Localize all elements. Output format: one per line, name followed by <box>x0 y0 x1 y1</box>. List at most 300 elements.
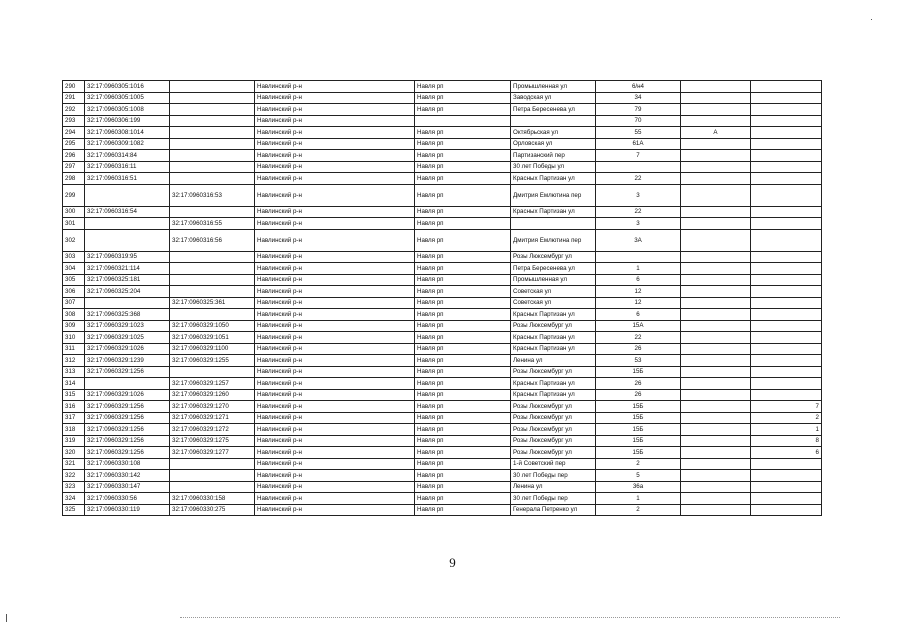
table-row <box>63 173 822 185</box>
settlement-cell: Навля рп <box>415 470 511 482</box>
cadastral-number-cell: 32:17:0960305:1005 <box>85 92 170 104</box>
table-row <box>63 355 822 367</box>
street-cell: Промышленная ул <box>511 81 596 93</box>
apartment-cell <box>751 389 822 401</box>
cadastral-number-cell: 32:17:0960330:56 <box>85 493 170 505</box>
table-row <box>63 184 822 206</box>
settlement-cell: Навля рп <box>415 81 511 93</box>
row-number-cell: 310 <box>63 332 85 344</box>
building-letter-cell <box>681 424 751 436</box>
building-letter-cell <box>681 104 751 116</box>
row-number-cell: 314 <box>63 378 85 390</box>
cadastral-number-cell: 32:17:0960330:119 <box>85 504 170 516</box>
house-number-cell: 3А <box>596 229 681 251</box>
house-number-cell: 26 <box>596 343 681 355</box>
table-row <box>63 412 822 424</box>
house-number-cell: 15Б <box>596 435 681 447</box>
building-letter-cell <box>681 115 751 127</box>
parent-cadastral-number-cell <box>170 206 255 218</box>
street-cell: 30 лет Победы пер <box>511 470 596 482</box>
apartment-cell <box>751 355 822 367</box>
apartment-cell <box>751 218 822 230</box>
row-number-cell: 315 <box>63 389 85 401</box>
building-letter-cell <box>681 401 751 413</box>
street-cell: Дмитрия Емлютина пер <box>511 229 596 251</box>
district-cell: Навлинский р-н <box>255 173 415 185</box>
table-row <box>63 138 822 150</box>
row-number-cell: 293 <box>63 115 85 127</box>
parent-cadastral-number-cell <box>170 138 255 150</box>
settlement-cell: Навля рп <box>415 401 511 413</box>
district-cell: Навлинский р-н <box>255 274 415 286</box>
building-letter-cell <box>681 286 751 298</box>
row-number-cell: 298 <box>63 173 85 185</box>
table-row <box>63 104 822 116</box>
settlement-cell: Навля рп <box>415 218 511 230</box>
building-letter-cell <box>681 251 751 263</box>
house-number-cell: 22 <box>596 173 681 185</box>
building-letter-cell <box>681 150 751 162</box>
street-cell: Красных Партизан ул <box>511 309 596 321</box>
building-letter-cell <box>681 355 751 367</box>
street-cell: Советская ул <box>511 286 596 298</box>
cadastral-number-cell: 32:17:0960329:1025 <box>85 332 170 344</box>
district-cell: Навлинский р-н <box>255 366 415 378</box>
row-number-cell: 292 <box>63 104 85 116</box>
cadastral-number-cell: 32:17:0960308:1014 <box>85 127 170 139</box>
table-row <box>63 251 822 263</box>
building-letter-cell <box>681 92 751 104</box>
house-number-cell: 15А <box>596 320 681 332</box>
building-letter-cell <box>681 366 751 378</box>
house-number-cell: 7 <box>596 150 681 162</box>
apartment-cell: 2 <box>751 412 822 424</box>
table-row <box>63 343 822 355</box>
parent-cadastral-number-cell: 32:17:0960329:1271 <box>170 412 255 424</box>
settlement-cell: Навля рп <box>415 343 511 355</box>
settlement-cell: Навля рп <box>415 104 511 116</box>
row-number-cell: 324 <box>63 493 85 505</box>
parent-cadastral-number-cell <box>170 161 255 173</box>
table-row <box>63 401 822 413</box>
house-number-cell: 15Б <box>596 366 681 378</box>
settlement-cell <box>415 115 511 127</box>
apartment-cell <box>751 138 822 150</box>
district-cell: Навлинский р-н <box>255 355 415 367</box>
parent-cadastral-number-cell <box>170 309 255 321</box>
row-number-cell: 295 <box>63 138 85 150</box>
street-cell: Красных Партизан ул <box>511 343 596 355</box>
district-cell: Навлинский р-н <box>255 401 415 413</box>
cadastral-number-cell: 32:17:0960305:1008 <box>85 104 170 116</box>
house-number-cell: 1 <box>596 263 681 275</box>
row-number-cell: 290 <box>63 81 85 93</box>
building-letter-cell <box>681 184 751 206</box>
parent-cadastral-number-cell: 32:17:0960329:1255 <box>170 355 255 367</box>
settlement-cell: Навля рп <box>415 447 511 459</box>
street-cell: Промышленная ул <box>511 274 596 286</box>
street-cell: Розы Люксембург ул <box>511 366 596 378</box>
building-letter-cell <box>681 389 751 401</box>
parent-cadastral-number-cell: 32:17:0960329:1272 <box>170 424 255 436</box>
parent-cadastral-number-cell: 32:17:0960330:275 <box>170 504 255 516</box>
street-cell: Розы Люксембург ул <box>511 435 596 447</box>
house-number-cell: 6 <box>596 309 681 321</box>
settlement-cell: Навля рп <box>415 297 511 309</box>
house-number-cell: 26 <box>596 389 681 401</box>
building-letter-cell <box>681 138 751 150</box>
parent-cadastral-number-cell <box>170 366 255 378</box>
settlement-cell: Навля рп <box>415 458 511 470</box>
house-number-cell: 55 <box>596 127 681 139</box>
settlement-cell: Навля рп <box>415 504 511 516</box>
apartment-cell <box>751 115 822 127</box>
apartment-cell <box>751 206 822 218</box>
settlement-cell: Навля рп <box>415 150 511 162</box>
district-cell: Навлинский р-н <box>255 218 415 230</box>
apartment-cell <box>751 320 822 332</box>
district-cell: Навлинский р-н <box>255 470 415 482</box>
street-cell: Генерала Петренко ул <box>511 504 596 516</box>
table-row <box>63 218 822 230</box>
district-cell: Навлинский р-н <box>255 343 415 355</box>
building-letter-cell <box>681 320 751 332</box>
house-number-cell <box>596 251 681 263</box>
cadastral-number-cell: 32:17:0960309:1082 <box>85 138 170 150</box>
apartment-cell: 7 <box>751 401 822 413</box>
row-number-cell: 316 <box>63 401 85 413</box>
apartment-cell <box>751 504 822 516</box>
cadastral-number-cell: 32:17:0960330:147 <box>85 481 170 493</box>
row-number-cell: 307 <box>63 297 85 309</box>
parent-cadastral-number-cell <box>170 286 255 298</box>
parent-cadastral-number-cell: 32:17:0960329:1275 <box>170 435 255 447</box>
table-row <box>63 470 822 482</box>
scan-speck <box>871 19 872 20</box>
row-number-cell: 319 <box>63 435 85 447</box>
street-cell <box>511 218 596 230</box>
cadastral-number-cell: 32:17:0960321:114 <box>85 263 170 275</box>
cadastral-number-cell: 32:17:0960329:1239 <box>85 355 170 367</box>
district-cell: Навлинский р-н <box>255 493 415 505</box>
district-cell: Навлинский р-н <box>255 320 415 332</box>
apartment-cell <box>751 332 822 344</box>
building-letter-cell: А <box>681 127 751 139</box>
apartment-cell <box>751 366 822 378</box>
row-number-cell: 305 <box>63 274 85 286</box>
district-cell: Навлинский р-н <box>255 138 415 150</box>
building-letter-cell <box>681 332 751 344</box>
street-cell: Розы Люксембург ул <box>511 251 596 263</box>
cadastral-number-cell: 32:17:0960329:1256 <box>85 401 170 413</box>
district-cell: Навлинский р-н <box>255 309 415 321</box>
street-cell: Красных Партизан ул <box>511 378 596 390</box>
settlement-cell: Навля рп <box>415 309 511 321</box>
apartment-cell <box>751 458 822 470</box>
row-number-cell: 312 <box>63 355 85 367</box>
settlement-cell: Навля рп <box>415 481 511 493</box>
street-cell: Октябрьская ул <box>511 127 596 139</box>
settlement-cell: Навля рп <box>415 366 511 378</box>
cadastral-number-cell: 32:17:0960325:181 <box>85 274 170 286</box>
street-cell: Заводская ул <box>511 92 596 104</box>
house-number-cell <box>596 161 681 173</box>
building-letter-cell <box>681 218 751 230</box>
apartment-cell <box>751 493 822 505</box>
parent-cadastral-number-cell <box>170 251 255 263</box>
table-row <box>63 206 822 218</box>
row-number-cell: 321 <box>63 458 85 470</box>
district-cell: Навлинский р-н <box>255 447 415 459</box>
building-letter-cell <box>681 297 751 309</box>
street-cell: 30 лет Победы ул <box>511 161 596 173</box>
parent-cadastral-number-cell <box>170 127 255 139</box>
apartment-cell <box>751 161 822 173</box>
building-letter-cell <box>681 493 751 505</box>
table-row <box>63 92 822 104</box>
row-number-cell: 313 <box>63 366 85 378</box>
table-row <box>63 161 822 173</box>
building-letter-cell <box>681 378 751 390</box>
building-letter-cell <box>681 447 751 459</box>
scan-artifact-line <box>180 617 840 618</box>
table-row <box>63 424 822 436</box>
table-row <box>63 263 822 275</box>
row-number-cell: 296 <box>63 150 85 162</box>
street-cell: Ленина ул <box>511 481 596 493</box>
apartment-cell <box>751 127 822 139</box>
table-row <box>63 320 822 332</box>
street-cell: Дмитрия Емлютина пер <box>511 184 596 206</box>
house-number-cell: 15Б <box>596 412 681 424</box>
cadastral-number-cell <box>85 218 170 230</box>
row-number-cell: 297 <box>63 161 85 173</box>
building-letter-cell <box>681 470 751 482</box>
apartment-cell <box>751 286 822 298</box>
apartment-cell: 6 <box>751 447 822 459</box>
apartment-cell <box>751 470 822 482</box>
settlement-cell: Навля рп <box>415 378 511 390</box>
settlement-cell: Навля рп <box>415 332 511 344</box>
table-row <box>63 493 822 505</box>
district-cell: Навлинский р-н <box>255 504 415 516</box>
house-number-cell: 53 <box>596 355 681 367</box>
building-letter-cell <box>681 504 751 516</box>
row-number-cell: 306 <box>63 286 85 298</box>
apartment-cell <box>751 309 822 321</box>
house-number-cell: 61А <box>596 138 681 150</box>
parent-cadastral-number-cell <box>170 481 255 493</box>
cadastral-number-cell: 32:17:0960329:1026 <box>85 343 170 355</box>
house-number-cell: 22 <box>596 206 681 218</box>
parent-cadastral-number-cell <box>170 274 255 286</box>
district-cell: Навлинский р-н <box>255 161 415 173</box>
cadastral-number-cell: 32:17:0960329:1256 <box>85 424 170 436</box>
table-row <box>63 297 822 309</box>
cadastral-number-cell: 32:17:0960314:84 <box>85 150 170 162</box>
cadastral-number-cell: 32:17:0960329:1256 <box>85 447 170 459</box>
parent-cadastral-number-cell: 32:17:0960316:56 <box>170 229 255 251</box>
table-row <box>63 229 822 251</box>
parent-cadastral-number-cell: 32:17:0960329:1277 <box>170 447 255 459</box>
row-number-cell: 323 <box>63 481 85 493</box>
apartment-cell: 8 <box>751 435 822 447</box>
settlement-cell: Навля рп <box>415 320 511 332</box>
cadastral-number-cell <box>85 184 170 206</box>
house-number-cell: 70 <box>596 115 681 127</box>
row-number-cell: 308 <box>63 309 85 321</box>
street-cell: Красных Партизан ул <box>511 173 596 185</box>
table-row <box>63 481 822 493</box>
apartment-cell <box>751 229 822 251</box>
table-row <box>63 115 822 127</box>
district-cell: Навлинский р-н <box>255 251 415 263</box>
apartment-cell <box>751 274 822 286</box>
house-number-cell: 5 <box>596 470 681 482</box>
parent-cadastral-number-cell <box>170 470 255 482</box>
cadastral-number-cell: 32:17:0960329:1256 <box>85 366 170 378</box>
street-cell: Розы Люксембург ул <box>511 424 596 436</box>
table-row <box>63 504 822 516</box>
apartment-cell <box>751 343 822 355</box>
district-cell: Навлинский р-н <box>255 332 415 344</box>
cadastral-number-cell: 32:17:0960319:95 <box>85 251 170 263</box>
house-number-cell: 2 <box>596 458 681 470</box>
house-number-cell: 2 <box>596 504 681 516</box>
parent-cadastral-number-cell <box>170 81 255 93</box>
table-row <box>63 389 822 401</box>
district-cell: Навлинский р-н <box>255 297 415 309</box>
parent-cadastral-number-cell: 32:17:0960329:1257 <box>170 378 255 390</box>
building-letter-cell <box>681 161 751 173</box>
row-number-cell: 325 <box>63 504 85 516</box>
settlement-cell: Навля рп <box>415 173 511 185</box>
settlement-cell: Навля рп <box>415 435 511 447</box>
cadastral-number-cell: 32:17:0960329:1256 <box>85 435 170 447</box>
apartment-cell <box>751 184 822 206</box>
district-cell: Навлинский р-н <box>255 184 415 206</box>
cadastral-number-cell <box>85 378 170 390</box>
street-cell: 1-й Советский пер <box>511 458 596 470</box>
cadastral-number-cell: 32:17:0960316:51 <box>85 173 170 185</box>
apartment-cell <box>751 481 822 493</box>
table-row <box>63 309 822 321</box>
cadastral-number-cell: 32:17:0960329:1023 <box>85 320 170 332</box>
street-cell: Красных Партизан ул <box>511 389 596 401</box>
settlement-cell: Навля рп <box>415 229 511 251</box>
settlement-cell: Навля рп <box>415 412 511 424</box>
building-letter-cell <box>681 206 751 218</box>
table-row <box>63 458 822 470</box>
apartment-cell <box>751 150 822 162</box>
building-letter-cell <box>681 173 751 185</box>
cadastral-number-cell: 32:17:0960316:54 <box>85 206 170 218</box>
cadastral-number-cell: 32:17:0960329:1256 <box>85 412 170 424</box>
apartment-cell <box>751 81 822 93</box>
apartment-cell: 1 <box>751 424 822 436</box>
house-number-cell: 6/н4 <box>596 81 681 93</box>
street-cell: Орловская ул <box>511 138 596 150</box>
parent-cadastral-number-cell: 32:17:0960329:1100 <box>170 343 255 355</box>
row-number-cell: 320 <box>63 447 85 459</box>
row-number-cell: 303 <box>63 251 85 263</box>
building-letter-cell <box>681 435 751 447</box>
street-cell: Петра Бересенева ул <box>511 263 596 275</box>
row-number-cell: 309 <box>63 320 85 332</box>
settlement-cell: Навля рп <box>415 138 511 150</box>
row-number-cell: 317 <box>63 412 85 424</box>
district-cell: Навлинский р-н <box>255 150 415 162</box>
district-cell: Навлинский р-н <box>255 127 415 139</box>
district-cell: Навлинский р-н <box>255 286 415 298</box>
cadastral-number-cell: 32:17:0960325:368 <box>85 309 170 321</box>
house-number-cell: 12 <box>596 286 681 298</box>
street-cell: Розы Люксембург ул <box>511 401 596 413</box>
street-cell: Партизанский пер <box>511 150 596 162</box>
street-cell: Советская ул <box>511 297 596 309</box>
house-number-cell: 79 <box>596 104 681 116</box>
settlement-cell: Навля рп <box>415 161 511 173</box>
registry-table <box>62 80 822 516</box>
house-number-cell: 15Б <box>596 424 681 436</box>
street-cell: Красных Партизан ул <box>511 332 596 344</box>
cadastral-number-cell: 32:17:0960330:108 <box>85 458 170 470</box>
table-row <box>63 366 822 378</box>
apartment-cell <box>751 104 822 116</box>
house-number-cell: 22 <box>596 332 681 344</box>
district-cell: Навлинский р-н <box>255 104 415 116</box>
scan-speck <box>6 614 7 622</box>
row-number-cell: 291 <box>63 92 85 104</box>
district-cell: Навлинский р-н <box>255 378 415 390</box>
street-cell: Розы Люксембург ул <box>511 412 596 424</box>
district-cell: Навлинский р-н <box>255 81 415 93</box>
house-number-cell: 34 <box>596 92 681 104</box>
apartment-cell <box>751 297 822 309</box>
parent-cadastral-number-cell <box>170 92 255 104</box>
page-number: 9 <box>449 555 456 570</box>
house-number-cell: 3 <box>596 184 681 206</box>
parent-cadastral-number-cell <box>170 173 255 185</box>
parent-cadastral-number-cell: 32:17:0960316:53 <box>170 184 255 206</box>
parent-cadastral-number-cell: 32:17:0960325:361 <box>170 297 255 309</box>
street-cell: Ленина ул <box>511 355 596 367</box>
district-cell: Навлинский р-н <box>255 458 415 470</box>
registry-rows <box>63 81 822 516</box>
table-row <box>63 127 822 139</box>
building-letter-cell <box>681 81 751 93</box>
row-number-cell: 304 <box>63 263 85 275</box>
row-number-cell: 302 <box>63 229 85 251</box>
building-letter-cell <box>681 481 751 493</box>
building-letter-cell <box>681 309 751 321</box>
settlement-cell: Навля рп <box>415 493 511 505</box>
house-number-cell: 15Б <box>596 447 681 459</box>
building-letter-cell <box>681 274 751 286</box>
row-number-cell: 311 <box>63 343 85 355</box>
street-cell <box>511 115 596 127</box>
district-cell: Навлинский р-н <box>255 92 415 104</box>
settlement-cell: Навля рп <box>415 274 511 286</box>
parent-cadastral-number-cell: 32:17:0960329:1270 <box>170 401 255 413</box>
parent-cadastral-number-cell <box>170 150 255 162</box>
street-cell: Петра Бересенева ул <box>511 104 596 116</box>
settlement-cell: Навля рп <box>415 286 511 298</box>
settlement-cell: Навля рп <box>415 251 511 263</box>
district-cell: Навлинский р-н <box>255 229 415 251</box>
apartment-cell <box>751 173 822 185</box>
row-number-cell: 301 <box>63 218 85 230</box>
